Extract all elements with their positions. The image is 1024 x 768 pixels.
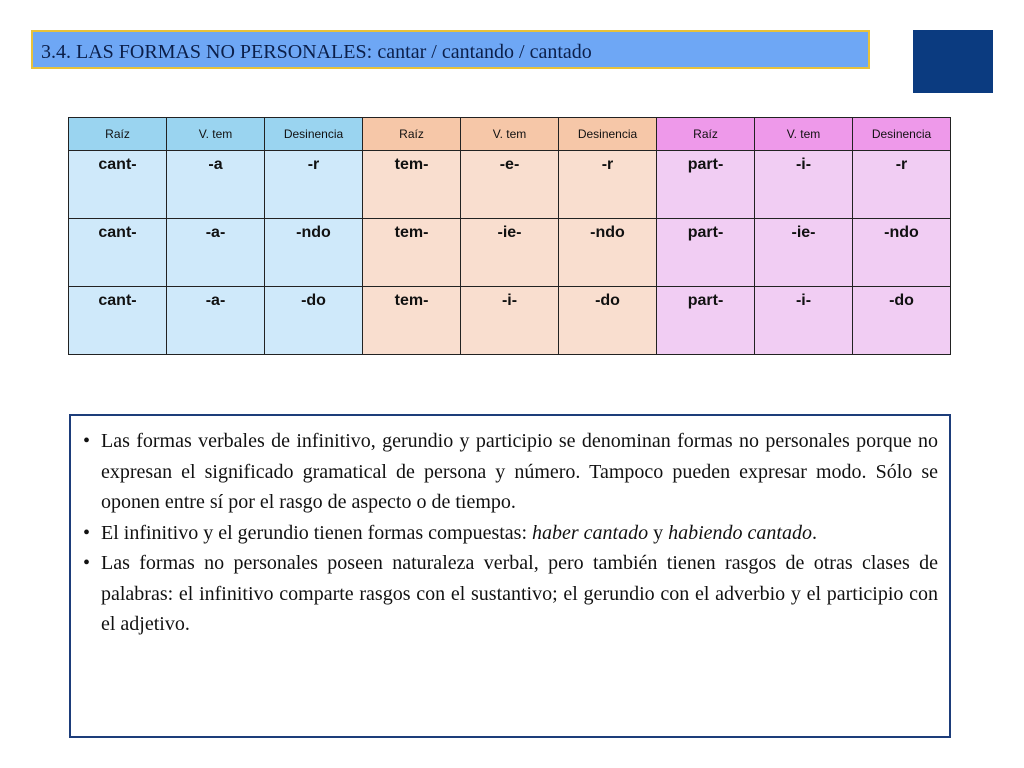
- header-cell: V. tem: [167, 118, 265, 151]
- bullet-item: [81, 518, 938, 549]
- header-cell: V. tem: [461, 118, 559, 151]
- title-main: 3.4. LAS FORMAS NO PERSONALES:: [41, 41, 373, 63]
- table-header-row: [69, 118, 951, 151]
- table-cell: -a-: [167, 219, 265, 287]
- notes-box: [69, 414, 951, 738]
- table-cell: -ndo: [265, 219, 363, 287]
- table-cell: tem-: [363, 287, 461, 355]
- table-cell: tem-: [363, 219, 461, 287]
- title-sub: cantar / cantando / cantado: [377, 41, 592, 63]
- bullet-item: • Las formas no personales poseen naturaleza verbal, pero también tienen rasgos de otras clases de palabras: el infinitivo comparte rasgos con el sustantivo; el gerundio con el adverbio y el participio con el adjetivo.: [81, 548, 938, 640]
- corner-block: [913, 30, 993, 93]
- table-row: [69, 287, 951, 355]
- notes-list: [81, 426, 938, 640]
- table-cell: cant-: [69, 151, 167, 219]
- table-cell: part-: [657, 219, 755, 287]
- table-cell: -a-: [167, 287, 265, 355]
- table-cell: cant-: [69, 287, 167, 355]
- bullet-text: y: [648, 521, 669, 544]
- header-cell: Raíz: [657, 118, 755, 151]
- table-cell: -do: [559, 287, 657, 355]
- header-cell: Desinencia: [265, 118, 363, 151]
- table-row: [69, 219, 951, 287]
- header-cell: Raíz: [69, 118, 167, 151]
- slide-title-text: [41, 39, 592, 64]
- table-cell: -ndo: [559, 219, 657, 287]
- header-cell: Raíz: [363, 118, 461, 151]
- table-cell: -i-: [755, 151, 853, 219]
- table-cell: cant-: [69, 219, 167, 287]
- bullet-item: • Las formas verbales de infinitivo, gerundio y participio se denominan formas no personales porque no expresan el significado gramatical de persona y número. Tampoco pueden expresar modo. Sólo se oponen entre sí por el rasgo de aspecto o de tiempo.: [81, 426, 938, 518]
- table-cell: tem-: [363, 151, 461, 219]
- bullet-text: .: [811, 521, 817, 544]
- table-cell: -ie-: [755, 219, 853, 287]
- example-habiendo-cantado: habiendo cantado: [668, 521, 812, 544]
- table-cell: -a: [167, 151, 265, 219]
- header-cell: V. tem: [755, 118, 853, 151]
- example-haber-cantado: haber cantado: [532, 521, 649, 544]
- table-cell: part-: [657, 287, 755, 355]
- table-cell: -r: [265, 151, 363, 219]
- table-cell: -r: [559, 151, 657, 219]
- table-cell: -do: [853, 287, 951, 355]
- table-cell: -ndo: [853, 219, 951, 287]
- table-cell: -ie-: [461, 219, 559, 287]
- table-cell: -do: [265, 287, 363, 355]
- table-cell: -r: [853, 151, 951, 219]
- bullet-text: El infinitivo y el gerundio tienen formas compuestas:: [101, 521, 533, 544]
- table-cell: -e-: [461, 151, 559, 219]
- header-cell: Desinencia: [559, 118, 657, 151]
- slide-title: [31, 30, 870, 69]
- conjugation-table: [68, 117, 951, 355]
- header-cell: Desinencia: [853, 118, 951, 151]
- table-row: [69, 151, 951, 219]
- table-cell: part-: [657, 151, 755, 219]
- table-cell: -i-: [755, 287, 853, 355]
- table-cell: -i-: [461, 287, 559, 355]
